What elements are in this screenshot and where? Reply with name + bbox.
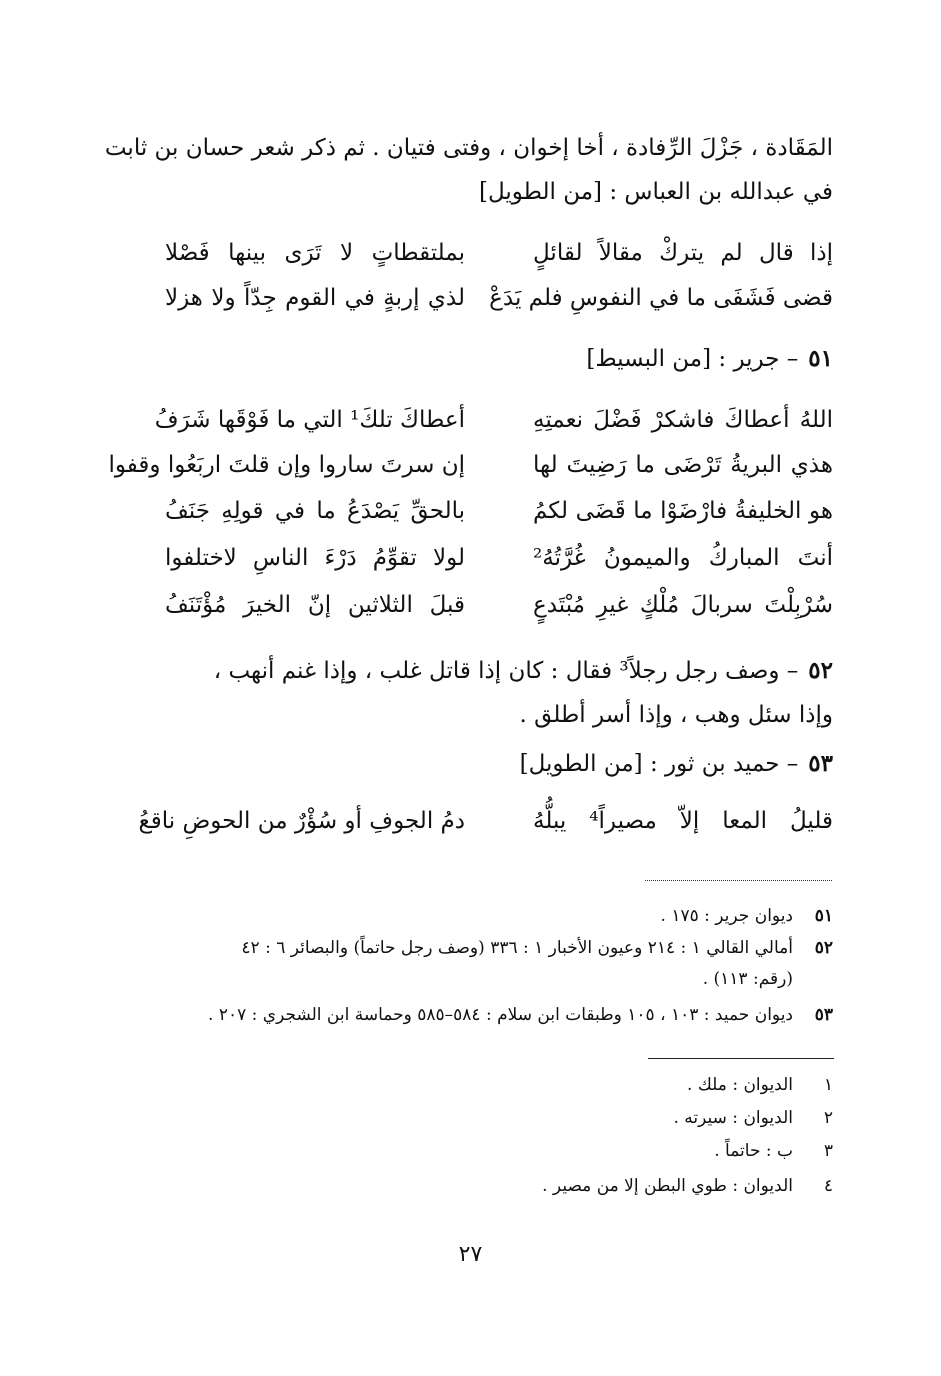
source-text: ديوان حميد : ١٠٣ ، ١٠٥ وطبقات ابن سلام : ٥٨٤–٥٨٥ وحماسة ابن الشجري : ٢٠٧ . xyxy=(208,1005,793,1025)
note-text: ب : حاتماً . xyxy=(714,1141,793,1161)
note-3 xyxy=(433,1136,833,1166)
hemistich-second: دمُ الجوفِ أو سُؤْرٌ من الحوضِ ناقعُ xyxy=(138,808,465,834)
hemistich-first: هذي البريةُ تَرْضَى ما رَضِيتَ لها xyxy=(533,452,833,478)
note-label: ٤ xyxy=(823,1176,833,1196)
source-text: أمالي القالي ١ : ٢١٤ وعيون الأخبار ١ : ٣٣٦ (وصف رجل حاتماً) والبصائر ٦ : ٤٢ xyxy=(241,938,793,958)
hemistich-first: قضى فَشَفَى ما في النفوسِ فلم يَدَعْ xyxy=(489,285,833,311)
hemistich-first: هو الخليفةُ فارْضَوْا ما قَضَى لكمُ xyxy=(533,498,833,524)
note-1 xyxy=(433,1070,833,1100)
section-title: – جرير : [من البسيط] xyxy=(586,346,799,372)
section-number: ٥٢ xyxy=(808,657,833,684)
poem2-verse-5 xyxy=(165,582,833,628)
intro-line-2: في عبدالله بن العباس : [من الطويل] xyxy=(478,179,833,205)
hemistich-first: أنتَ المباركُ والميمونُ غُرَّتُهُ² xyxy=(533,545,833,571)
note-label: ١ xyxy=(823,1075,833,1095)
page-number: ٢٧ xyxy=(458,1242,483,1267)
section-text: – وصف رجل رجلاً³ فقال : كان إذا قاتل غلب ، وإذا غنم أنهب ، xyxy=(213,658,799,684)
sources-divider xyxy=(645,880,832,881)
poem1-verse-1 xyxy=(165,230,833,276)
source-52 xyxy=(165,933,833,963)
hemistich-second: إن سرتَ ساروا وإن قلتَ اربَعُوا وقفوا xyxy=(108,452,465,478)
hemistich-second: بالحقِّ يَصْدَعُ ما في قولِهِ جَنَفُ xyxy=(165,498,465,524)
note-2 xyxy=(433,1103,833,1133)
hemistich-first: سُرْبِلْتَ سربالَ مُلْكٍ غيرِ مُبْتَدعٍ xyxy=(533,592,833,618)
hemistich-second: بملتقطاتٍ لا تَرَى بينها فَصْلا xyxy=(165,240,465,266)
hemistich-second: قبلَ الثلاثين إنّ الخيرَ مُؤْتَنَفُ xyxy=(165,592,465,618)
source-51 xyxy=(165,901,833,931)
poem2-verse-1 xyxy=(154,397,833,443)
source-label: ٥٢ xyxy=(814,938,833,958)
note-4 xyxy=(433,1171,833,1201)
source-53 xyxy=(165,1000,833,1030)
note-text: الديوان : طوي البطن إلا من مصير . xyxy=(542,1176,793,1196)
source-label: ٥١ xyxy=(814,906,833,926)
hemistich-second: لولا تقوِّمُ دَرْءَ الناسِ لاختلفوا xyxy=(165,545,465,571)
section-51-heading xyxy=(586,337,833,381)
source-text: (رقم: ١١٣) . xyxy=(702,969,793,989)
hemistich-second: لذي إربةٍ في القوم جِدّاً ولا هزلا xyxy=(165,285,465,311)
note-text: الديوان : سيرته . xyxy=(673,1108,793,1128)
note-text: الديوان : ملك . xyxy=(687,1075,793,1095)
intro-line-1: المَقَادة ، جَزْلَ الرِّفادة ، أخا إخوان ، وفتى فتيان . ثم ذكر شعر حسان بن ثابت xyxy=(104,135,833,161)
hemistich-first: اللهُ أعطاكَ فاشكرْ فَضْلَ نعمتِهِ xyxy=(533,407,833,433)
notes-divider xyxy=(648,1058,834,1059)
poem3-verse-1 xyxy=(138,798,833,844)
note-label: ٢ xyxy=(823,1108,833,1128)
hemistich-first: إذا قال لم يتركْ مقالاً لقائلٍ xyxy=(533,240,833,266)
poem2-verse-4 xyxy=(165,535,833,581)
section-52-line-2: وإذا سئل وهب ، وإذا أسر أطلق . xyxy=(519,702,833,728)
hemistich-first: قليلُ المعا إلاّ مصيراً⁴ يبلُّهُ xyxy=(533,808,833,834)
note-label: ٣ xyxy=(823,1141,833,1161)
source-label: ٥٣ xyxy=(814,1005,833,1025)
poem2-verse-3 xyxy=(165,488,833,534)
poem1-verse-2 xyxy=(165,275,833,321)
section-number: ٥١ xyxy=(808,345,833,372)
section-52-line-1 xyxy=(165,649,833,693)
source-text: ديوان جرير : ١٧٥ . xyxy=(660,906,793,926)
section-title: – حميد بن ثور : [من الطويل] xyxy=(519,751,799,777)
section-number: ٥٣ xyxy=(808,750,833,777)
section-53-heading xyxy=(520,742,833,786)
hemistich-second: أعطاكَ تلكَ¹ التي ما فَوْقَها شَرَفُ xyxy=(154,407,465,433)
source-52-continued xyxy=(165,964,833,994)
poem2-verse-2 xyxy=(108,442,833,488)
